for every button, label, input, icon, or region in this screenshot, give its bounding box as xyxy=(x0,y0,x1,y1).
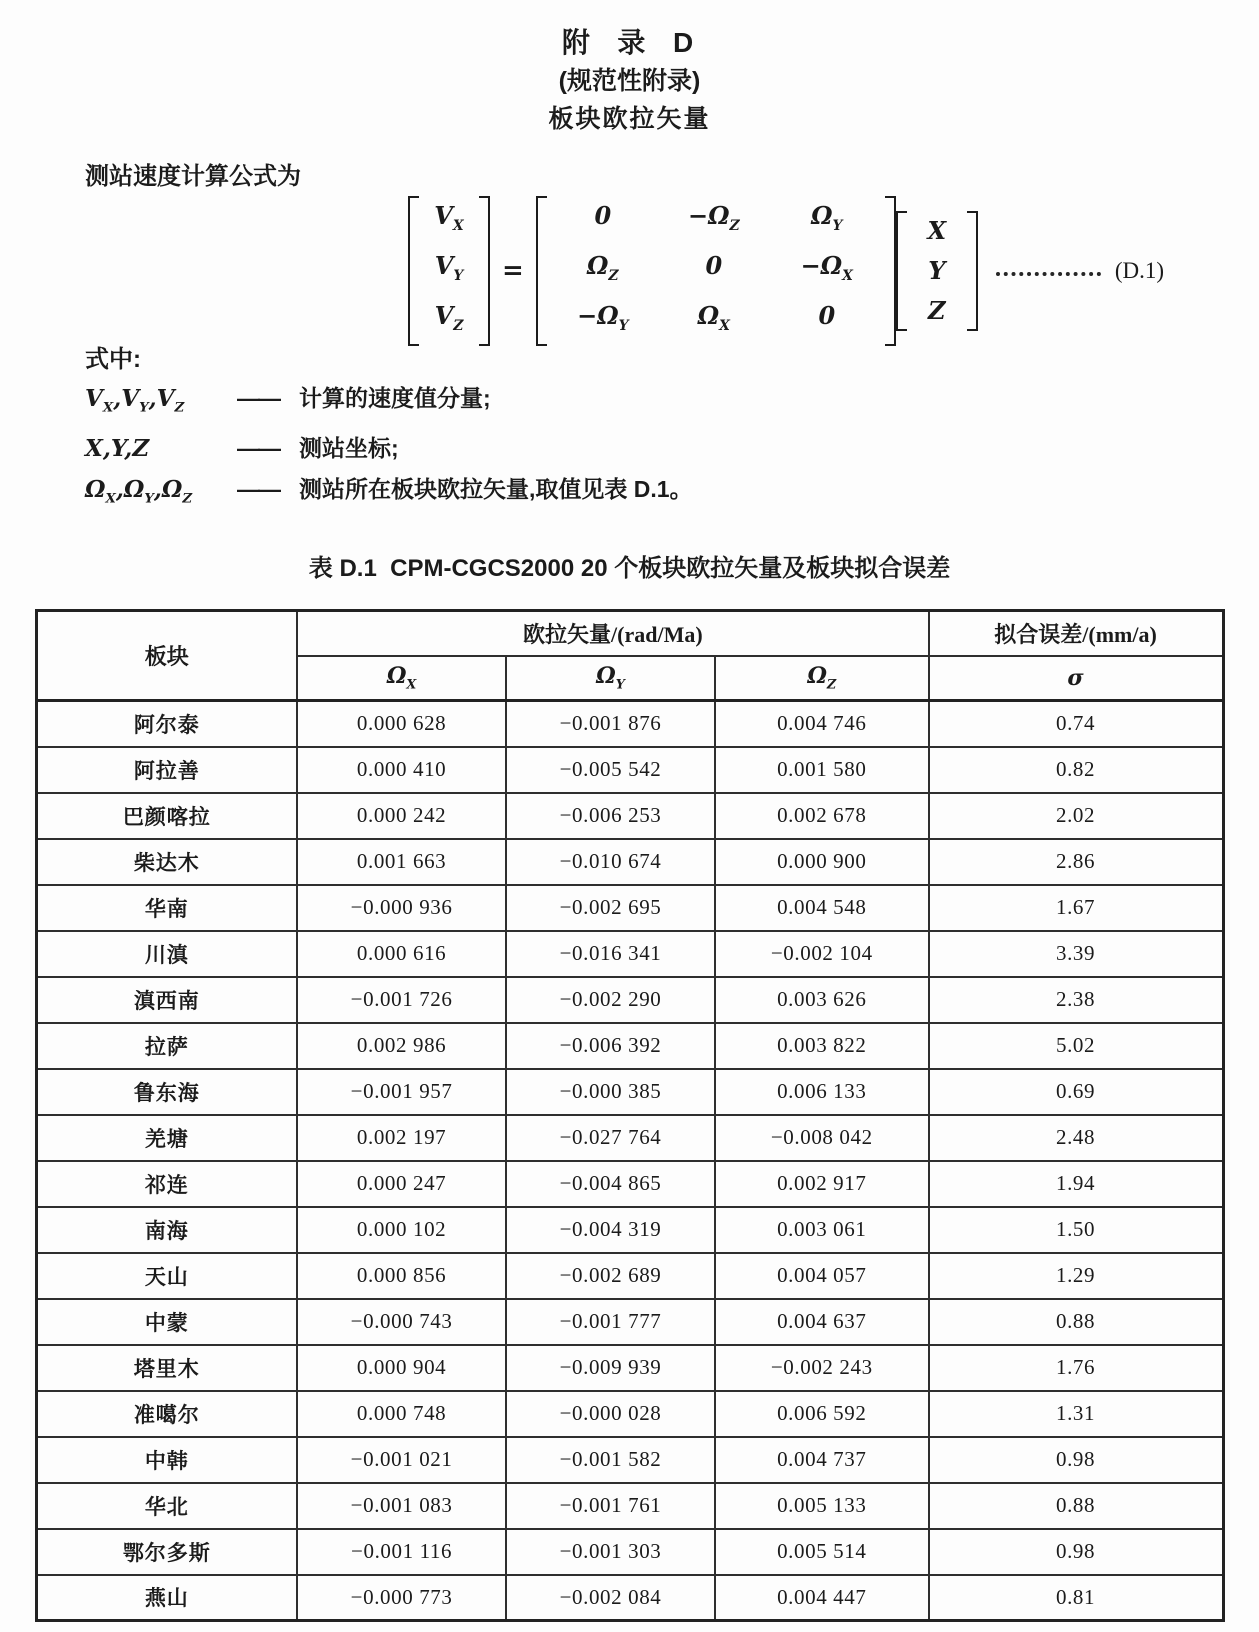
omega-z-cell: −0.008 042 xyxy=(715,1115,929,1161)
header-plate: 板块 xyxy=(36,611,297,701)
omega-x-cell: −0.000 773 xyxy=(297,1575,506,1621)
omega-y-cell: −0.004 865 xyxy=(506,1161,715,1207)
definition-dash: —— xyxy=(237,434,279,461)
table-row xyxy=(36,1345,1223,1391)
omega-x-cell: 0.000 628 xyxy=(297,701,506,747)
header-omega-x: $\Omega_X$ xyxy=(297,656,506,701)
dotted-leader xyxy=(996,272,1101,276)
omega-z-cell: 0.006 592 xyxy=(715,1391,929,1437)
table-row xyxy=(36,1207,1223,1253)
definition-dash: —— xyxy=(237,475,279,502)
sigma-cell: 1.94 xyxy=(929,1161,1223,1207)
omega-x-cell: 0.000 616 xyxy=(297,931,506,977)
omega-y-cell: −0.016 341 xyxy=(506,931,715,977)
omega-y-cell: −0.002 689 xyxy=(506,1253,715,1299)
omega-z-cell: 0.005 133 xyxy=(715,1483,929,1529)
omega-z-cell: 0.000 900 xyxy=(715,839,929,885)
omega-y-cell: −0.001 876 xyxy=(506,701,715,747)
velocity-vector xyxy=(408,194,490,347)
plate-name-cell: 拉萨 xyxy=(36,1023,297,1069)
matrix-entry: 0 xyxy=(818,300,836,330)
omega-z-cell: −0.002 243 xyxy=(715,1345,929,1391)
vector-entry: Y xyxy=(928,256,946,285)
matrix-entry: 0 xyxy=(705,251,723,281)
omega-x-cell: −0.001 116 xyxy=(297,1529,506,1575)
omega-y-cell: −0.006 392 xyxy=(506,1023,715,1069)
definition-desc: 计算的速度值分量; xyxy=(299,385,491,411)
bracket-left xyxy=(536,196,547,345)
omega-y-cell: −0.001 582 xyxy=(506,1437,715,1483)
omega-z-cell: 0.004 447 xyxy=(715,1575,929,1621)
omega-y-cell: −0.006 253 xyxy=(506,793,715,839)
vector-entry: Z xyxy=(928,296,946,325)
omega-x-cell: 0.000 410 xyxy=(297,747,506,793)
sigma-cell: 1.67 xyxy=(929,885,1223,931)
table-row xyxy=(36,793,1223,839)
definition-row xyxy=(85,428,1259,469)
sigma-cell: 2.48 xyxy=(929,1115,1223,1161)
table-row xyxy=(36,977,1223,1023)
plate-name-cell: 中蒙 xyxy=(36,1299,297,1345)
table-row xyxy=(36,1023,1223,1069)
bracket-right xyxy=(479,196,490,345)
omega-x-cell: 0.000 102 xyxy=(297,1207,506,1253)
definition-term: $\Omega_X,\Omega_Y,\Omega_Z$ xyxy=(85,475,193,507)
rotation-matrix xyxy=(536,194,896,347)
omega-z-cell: 0.004 057 xyxy=(715,1253,929,1299)
omega-x-cell: 0.000 856 xyxy=(297,1253,506,1299)
omega-y-cell: −0.002 084 xyxy=(506,1575,715,1621)
bracket-left xyxy=(896,211,907,331)
bracket-right xyxy=(967,211,978,331)
vector-entry: $V_X$ xyxy=(434,201,464,235)
sigma-cell: 2.02 xyxy=(929,793,1223,839)
plate-name-cell: 鄂尔多斯 xyxy=(36,1529,297,1575)
omega-y-cell: −0.002 290 xyxy=(506,977,715,1023)
header-sigma: σ xyxy=(929,656,1223,701)
coordinate-vector xyxy=(896,209,978,333)
plate-name-cell: 天山 xyxy=(36,1253,297,1299)
plate-name-cell: 鲁东海 xyxy=(36,1069,297,1115)
omega-z-cell: 0.003 626 xyxy=(715,977,929,1023)
omega-x-cell: −0.001 021 xyxy=(297,1437,506,1483)
definition-desc: 测站所在板块欧拉矢量,取值见表 D.1。 xyxy=(299,475,693,502)
definition-row xyxy=(85,378,1259,428)
table-row xyxy=(36,1529,1223,1575)
table-row xyxy=(36,839,1223,885)
plate-name-cell: 巴颜喀拉 xyxy=(36,793,297,839)
table-row xyxy=(36,885,1223,931)
plate-name-cell: 柴达木 xyxy=(36,839,297,885)
omega-x-cell: −0.000 743 xyxy=(297,1299,506,1345)
omega-y-cell: −0.001 761 xyxy=(506,1483,715,1529)
matrix-entry: $\Omega_Z$ xyxy=(587,251,619,284)
omega-x-cell: 0.002 986 xyxy=(297,1023,506,1069)
equals-sign: = xyxy=(502,256,524,286)
omega-z-cell: −0.002 104 xyxy=(715,931,929,977)
omega-x-cell: −0.001 083 xyxy=(297,1483,506,1529)
plate-name-cell: 滇西南 xyxy=(36,977,297,1023)
matrix-entry: $-\Omega_Z$ xyxy=(687,201,740,235)
equation-d1 xyxy=(0,201,1259,335)
plate-name-cell: 南海 xyxy=(36,1207,297,1253)
sigma-cell: 0.88 xyxy=(929,1483,1223,1529)
sigma-cell: 0.88 xyxy=(929,1299,1223,1345)
plate-name-cell: 塔里木 xyxy=(36,1345,297,1391)
vector-entry: $V_Z$ xyxy=(434,300,464,334)
table-caption: 表 D.1 CPM-CGCS2000 20 个板块欧拉矢量及板块拟合误差 xyxy=(308,555,951,583)
plate-name-cell: 阿拉善 xyxy=(36,747,297,793)
omega-z-cell: 0.005 514 xyxy=(715,1529,929,1575)
header-fit-error: 拟合误差/(mm/a) xyxy=(929,611,1223,656)
vector-entry: $V_Y$ xyxy=(434,251,464,284)
table-row xyxy=(36,1483,1223,1529)
omega-x-cell: −0.000 936 xyxy=(297,885,506,931)
omega-y-cell: −0.004 319 xyxy=(506,1207,715,1253)
sigma-cell: 5.02 xyxy=(929,1023,1223,1069)
table-row xyxy=(36,1391,1223,1437)
omega-y-cell: −0.000 385 xyxy=(506,1069,715,1115)
plate-table-body xyxy=(36,701,1223,1621)
definition-term: X,Y,Z xyxy=(85,434,150,462)
omega-x-cell: 0.001 663 xyxy=(297,839,506,885)
plate-name-cell: 川滇 xyxy=(36,931,297,977)
omega-z-cell: 0.001 580 xyxy=(715,747,929,793)
table-row xyxy=(36,1437,1223,1483)
symbol-definitions xyxy=(85,378,1259,518)
definition-row xyxy=(85,469,1259,519)
omega-x-cell: 0.000 904 xyxy=(297,1345,506,1391)
omega-y-cell: −0.002 695 xyxy=(506,885,715,931)
table-row xyxy=(36,701,1223,747)
omega-x-cell: 0.002 197 xyxy=(297,1115,506,1161)
omega-y-cell: −0.000 028 xyxy=(506,1391,715,1437)
omega-x-cell: 0.000 748 xyxy=(297,1391,506,1437)
omega-z-cell: 0.002 917 xyxy=(715,1161,929,1207)
omega-y-cell: −0.005 542 xyxy=(506,747,715,793)
header-euler-vector: 欧拉矢量/(rad/Ma) xyxy=(297,611,928,656)
equation-number: (D.1) xyxy=(1114,258,1164,283)
omega-z-cell: 0.004 746 xyxy=(715,701,929,747)
plate-name-cell: 祁连 xyxy=(36,1161,297,1207)
header-omega-y: $\Omega_Y$ xyxy=(506,656,715,701)
omega-z-cell: 0.003 061 xyxy=(715,1207,929,1253)
plate-name-cell: 华北 xyxy=(36,1483,297,1529)
omega-y-cell: −0.010 674 xyxy=(506,839,715,885)
sigma-cell: 1.50 xyxy=(929,1207,1223,1253)
sigma-cell: 2.86 xyxy=(929,839,1223,885)
omega-z-cell: 0.002 678 xyxy=(715,793,929,839)
sigma-cell: 0.74 xyxy=(929,701,1223,747)
plate-name-cell: 燕山 xyxy=(36,1575,297,1621)
omega-y-cell: −0.009 939 xyxy=(506,1345,715,1391)
plate-name-cell: 羌塘 xyxy=(36,1115,297,1161)
omega-x-cell: 0.000 242 xyxy=(297,793,506,839)
sigma-cell: 0.69 xyxy=(929,1069,1223,1115)
euler-vector-table xyxy=(35,609,1225,1622)
matrix-entry: $-\Omega_X$ xyxy=(800,251,853,284)
table-row xyxy=(36,1253,1223,1299)
where-label: 式中: xyxy=(85,346,141,373)
sigma-cell: 0.98 xyxy=(929,1529,1223,1575)
sigma-cell: 1.76 xyxy=(929,1345,1223,1391)
bracket-right xyxy=(885,196,896,345)
table-row xyxy=(36,1299,1223,1345)
definition-desc: 测站坐标; xyxy=(299,434,399,461)
omega-y-cell: −0.001 777 xyxy=(506,1299,715,1345)
plate-name-cell: 阿尔泰 xyxy=(36,701,297,747)
omega-z-cell: 0.004 737 xyxy=(715,1437,929,1483)
bracket-left xyxy=(408,196,419,345)
sigma-cell: 0.82 xyxy=(929,747,1223,793)
formula-lead-text: 测站速度计算公式为 xyxy=(85,163,301,190)
matrix-entry: $-\Omega_Y$ xyxy=(577,300,629,334)
appendix-name: 板块欧拉矢量 xyxy=(548,105,711,133)
table-row xyxy=(36,1161,1223,1207)
omega-x-cell: −0.001 726 xyxy=(297,977,506,1023)
omega-x-cell: 0.000 247 xyxy=(297,1161,506,1207)
table-row xyxy=(36,747,1223,793)
sigma-cell: 0.81 xyxy=(929,1575,1223,1621)
appendix-title: 附 录 D xyxy=(561,27,698,58)
omega-z-cell: 0.004 548 xyxy=(715,885,929,931)
omega-y-cell: −0.027 764 xyxy=(506,1115,715,1161)
equation-matrices xyxy=(408,194,978,347)
table-row xyxy=(36,1069,1223,1115)
definition-term: $V_X,V_Y,V_Z$ xyxy=(85,385,185,416)
omega-z-cell: 0.004 637 xyxy=(715,1299,929,1345)
matrix-entry: $\Omega_Y$ xyxy=(811,201,843,235)
sigma-cell: 3.39 xyxy=(929,931,1223,977)
matrix-entry: 0 xyxy=(594,201,612,231)
table-header-row-1 xyxy=(36,611,1223,656)
vector-entry: X xyxy=(927,216,947,245)
appendix-subtitle: (规范性附录) xyxy=(558,67,701,95)
plate-name-cell: 中韩 xyxy=(36,1437,297,1483)
sigma-cell: 2.38 xyxy=(929,977,1223,1023)
omega-z-cell: 0.006 133 xyxy=(715,1069,929,1115)
table-row xyxy=(36,1115,1223,1161)
definition-dash: —— xyxy=(237,385,279,411)
plate-name-cell: 准噶尔 xyxy=(36,1391,297,1437)
omega-x-cell: −0.001 957 xyxy=(297,1069,506,1115)
omega-y-cell: −0.001 303 xyxy=(506,1529,715,1575)
omega-z-cell: 0.003 822 xyxy=(715,1023,929,1069)
sigma-cell: 1.29 xyxy=(929,1253,1223,1299)
plate-name-cell: 华南 xyxy=(36,885,297,931)
matrix-entry: $\Omega_X$ xyxy=(697,300,730,334)
sigma-cell: 1.31 xyxy=(929,1391,1223,1437)
table-row xyxy=(36,931,1223,977)
table-row xyxy=(36,1575,1223,1621)
sigma-cell: 0.98 xyxy=(929,1437,1223,1483)
header-omega-z: $\Omega_Z$ xyxy=(715,656,929,701)
